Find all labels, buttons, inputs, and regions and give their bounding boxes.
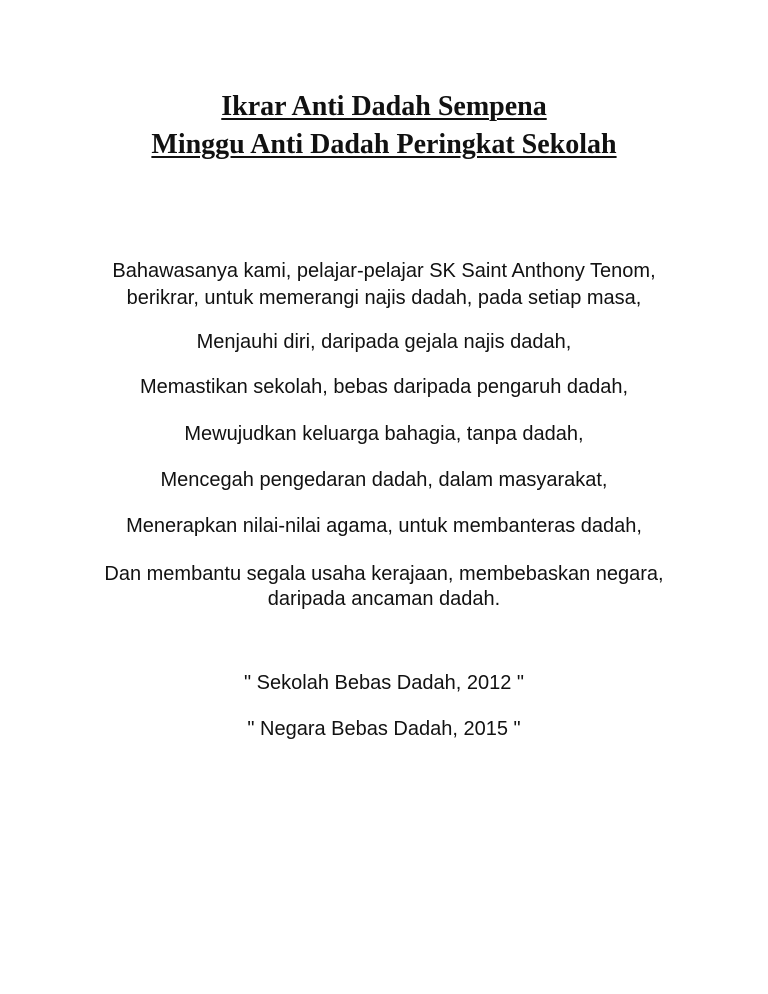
slogan-1: " Sekolah Bebas Dadah, 2012 " [244,672,524,694]
pledge-line-5: Mewujudkan keluarga bahagia, tanpa dadah, [184,423,584,445]
slogan-2: " Negara Bebas Dadah, 2015 " [247,718,521,740]
pledge-line-6: Mencegah pengedaran dadah, dalam masyarakat, [160,469,608,491]
pledge-line-9: daripada ancaman dadah. [267,588,501,610]
pledge-line-4: Memastikan sekolah, bebas daripada pengaruh dadah, [139,376,629,398]
pledge-line-1: Bahawasanya kami, pelajar-pelajar SK Saint Anthony Tenom, [112,260,656,282]
document-title-line-1: Ikrar Anti Dadah Sempena [221,91,547,122]
pledge-line-2: berikrar, untuk memerangi najis dadah, pada setiap masa, [126,287,642,309]
pledge-line-8: Dan membantu segala usaha kerajaan, membebaskan negara, [104,563,664,585]
pledge-line-7: Menerapkan nilai-nilai agama, untuk membanteras dadah, [126,515,642,537]
pledge-line-3: Menjauhi diri, daripada gejala najis dadah, [196,331,572,353]
document-title-line-2: Minggu Anti Dadah Peringkat Sekolah [151,129,617,160]
